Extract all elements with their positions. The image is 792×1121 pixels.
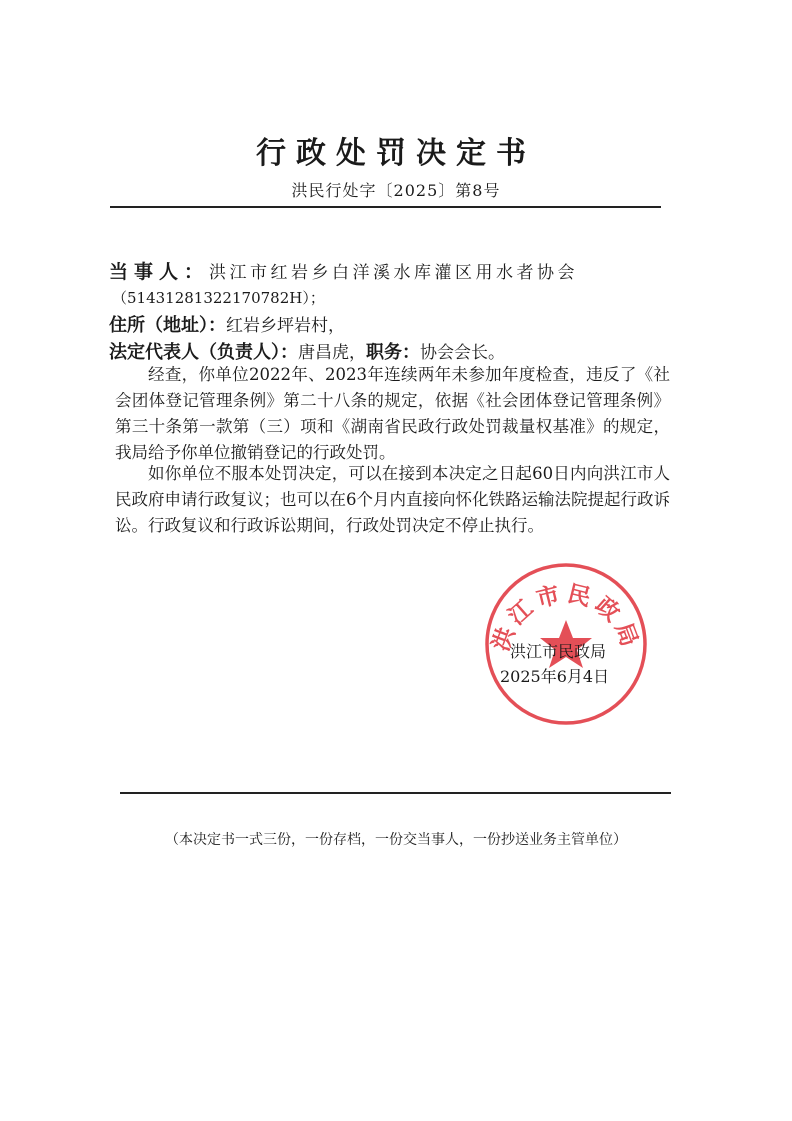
- header-divider: [110, 206, 661, 208]
- position-value: 协会会长。: [420, 343, 505, 363]
- party-line: [109, 258, 578, 287]
- document-title: 行政处罚决定书: [256, 136, 536, 171]
- address-label: 住所（地址）：: [109, 315, 226, 336]
- footer-divider: [120, 792, 671, 794]
- address-line: [109, 312, 345, 340]
- document-number: 洪民行处字〔2025〕第8号: [291, 181, 501, 200]
- party-label: 当事人：: [109, 261, 210, 283]
- issuing-organization: 洪江市民政局: [510, 642, 607, 661]
- credit-code: （51431281322170782H）；: [112, 289, 325, 307]
- seal-text: 洪江市民政局: [488, 580, 644, 655]
- facts-paragraph: 经查，你单位2022年、2023年连续两年未参加年度检查，违反了《社会团体登记管理条例》第二十八条的规定，依据《社会团体登记管理条例》第三十条第一款第（三）项和《湖南省民政行政处罚裁量权基准》的规定，我局给予你单位撤销登记的行政处罚。: [115, 365, 670, 462]
- representative-name: 唐昌虎，: [298, 343, 366, 363]
- representative-label: 法定代表人（负责人）：: [109, 342, 298, 363]
- issue-date: 2025年6月4日: [500, 667, 610, 686]
- distribution-note: （本决定书一式三份，一份存档，一份交当事人，一份抄送业务主管单位）: [165, 832, 627, 848]
- party-name: 洪江市红岩乡白洋溪水库灌区用水者协会: [209, 263, 579, 283]
- position-label: 职务：: [366, 342, 420, 363]
- remedy-paragraph: 如你单位不服本处罚决定，可以在接到本决定之日起60日内向洪江市人民政府申请行政复议；也可以在6个月内直接向怀化铁路运输法院提起行政诉讼。行政复议和行政诉讼期间，行政处罚决定不停止执行。: [115, 464, 670, 535]
- address-value: 红岩乡坪岩村，: [226, 316, 345, 336]
